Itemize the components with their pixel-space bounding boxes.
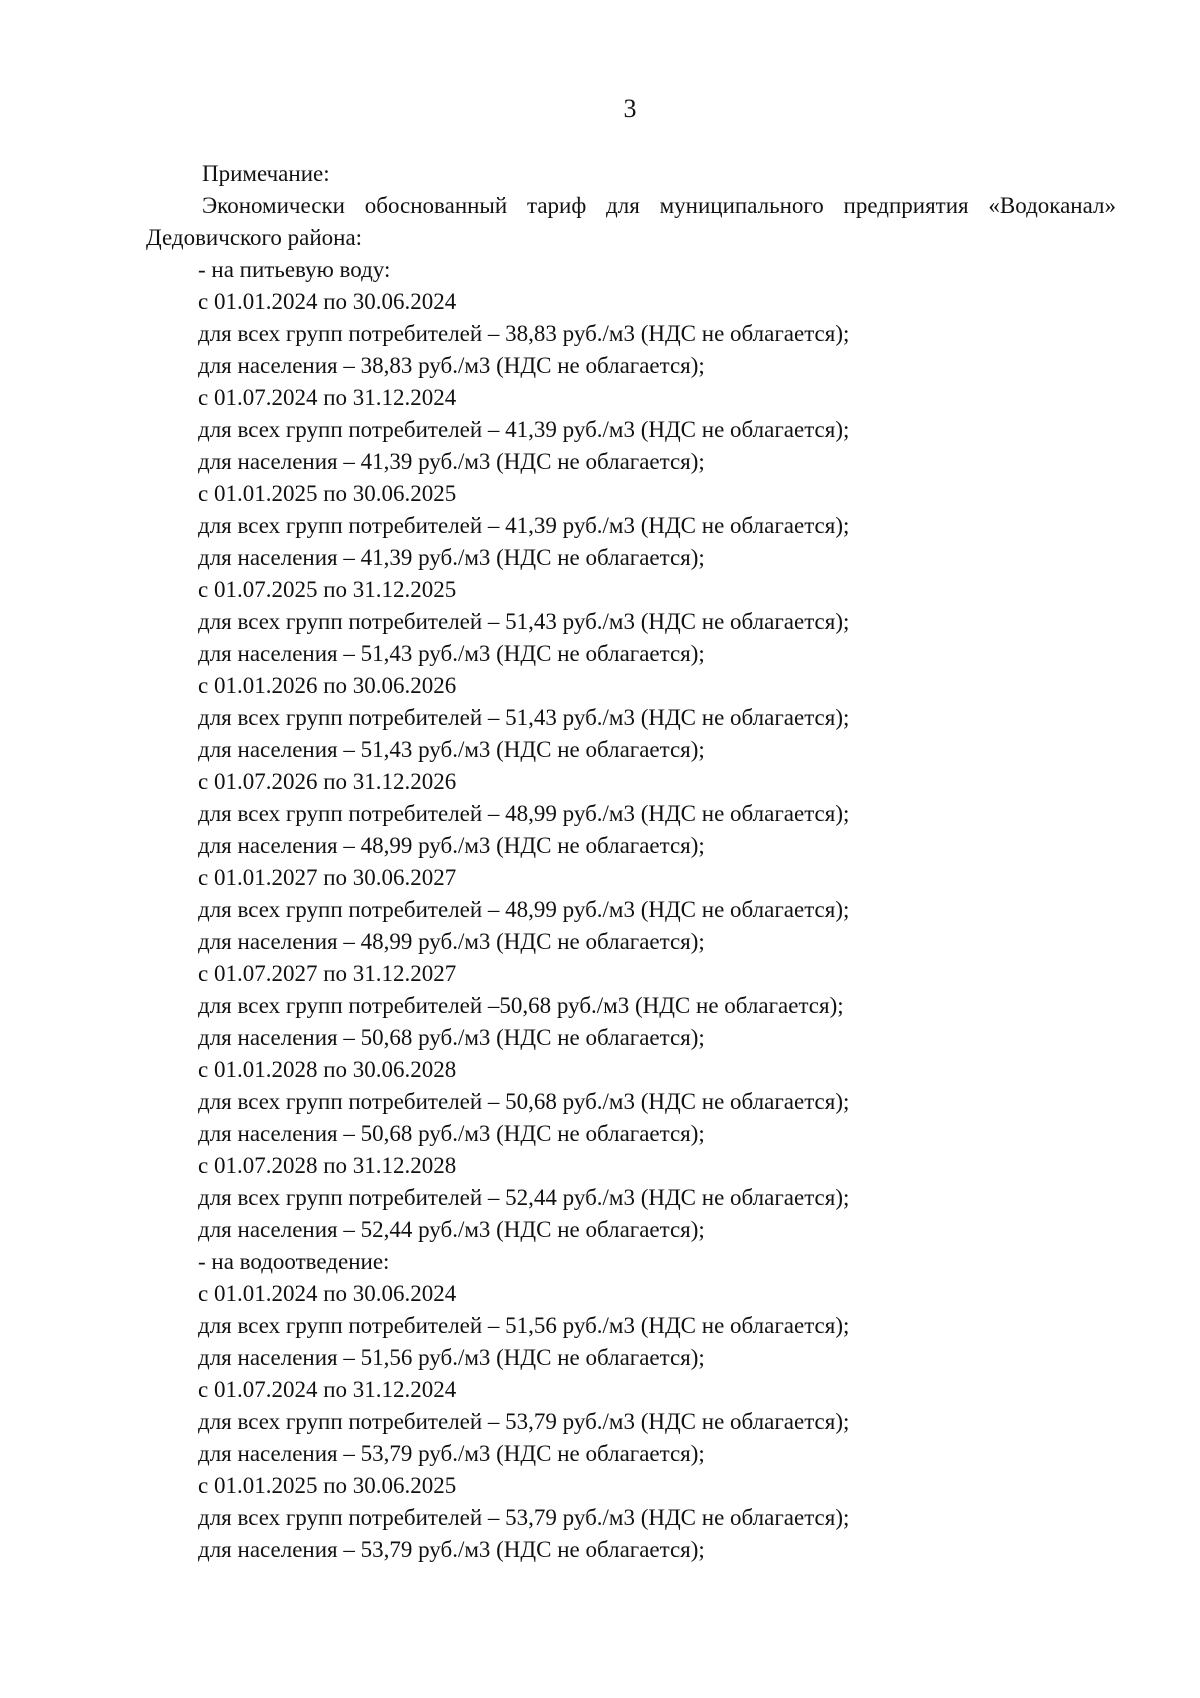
tariff-all-consumers: для всех групп потребителей –50,68 руб./м3 (НДС не облагается); [198,993,844,1018]
period-date: с 01.01.2028 по 30.06.2028 [198,1057,457,1082]
tariff-population: для населения – 48,99 руб./м3 (НДС не облагается); [198,929,705,954]
period-date: с 01.07.2025 по 31.12.2025 [198,577,457,602]
tariff-all-consumers: для всех групп потребителей – 51,56 руб./м3 (НДС не облагается); [198,1313,850,1338]
tariff-all-consumers: для всех групп потребителей – 51,43 руб./м3 (НДС не облагается); [198,609,850,634]
period-date: с 01.01.2026 по 30.06.2026 [198,673,457,698]
tariff-population: для населения – 51,56 руб./м3 (НДС не облагается); [198,1345,705,1370]
tariff-population: для населения – 48,99 руб./м3 (НДС не облагается); [198,833,705,858]
tariff-population: для населения – 51,43 руб./м3 (НДС не облагается); [198,641,705,666]
tariff-population: для населения – 50,68 руб./м3 (НДС не облагается); [198,1121,705,1146]
tariff-all-consumers: для всех групп потребителей – 50,68 руб./м3 (НДС не облагается); [198,1089,850,1114]
section-title: - на водоотведение: [198,1249,390,1274]
tariff-all-consumers: для всех групп потребителей – 41,39 руб./м3 (НДС не облагается); [198,513,850,538]
tariff-population: для населения – 51,43 руб./м3 (НДС не облагается); [198,737,705,762]
period-date: с 01.07.2028 по 31.12.2028 [198,1153,457,1178]
period-date: с 01.01.2024 по 30.06.2024 [198,1281,457,1306]
document-body [146,158,1116,1566]
tariff-population: для населения – 53,79 руб./м3 (НДС не облагается); [198,1441,705,1466]
period-date: с 01.01.2024 по 30.06.2024 [198,289,457,314]
period-date: с 01.01.2025 по 30.06.2025 [198,1473,457,1498]
period-date: с 01.07.2027 по 31.12.2027 [198,961,457,986]
tariff-population: для населения – 41,39 руб./м3 (НДС не облагается); [198,449,705,474]
period-date: с 01.07.2024 по 31.12.2024 [198,1377,457,1402]
period-date: с 01.01.2027 по 30.06.2027 [198,865,457,890]
tariff-all-consumers: для всех групп потребителей – 52,44 руб./м3 (НДС не облагается); [198,1185,850,1210]
page-number: 3 [623,94,637,123]
tariff-all-consumers: для всех групп потребителей – 53,79 руб./м3 (НДС не облагается); [198,1409,850,1434]
tariff-population: для населения – 38,83 руб./м3 (НДС не облагается); [198,353,705,378]
tariff-all-consumers: для всех групп потребителей – 48,99 руб./м3 (НДС не облагается); [198,801,850,826]
tariff-population: для населения – 50,68 руб./м3 (НДС не облагается); [198,1025,705,1050]
intro-line-2: Дедовичского района: [146,225,363,250]
section-drinking-water [146,254,1116,1246]
note-heading: Примечание: [202,161,330,186]
period-date: с 01.01.2025 по 30.06.2025 [198,481,457,506]
tariff-population: для населения – 52,44 руб./м3 (НДС не облагается); [198,1217,705,1242]
tariff-all-consumers: для всех групп потребителей – 53,79 руб./м3 (НДС не облагается); [198,1505,850,1530]
tariff-population: для населения – 53,79 руб./м3 (НДС не облагается); [198,1537,705,1562]
tariff-all-consumers: для всех групп потребителей – 51,43 руб./м3 (НДС не облагается); [198,705,850,730]
period-date: с 01.07.2026 по 31.12.2026 [198,769,457,794]
intro-line-1: Экономически обоснованный тариф для муниципального предприятия «Водоканал» [202,193,1116,218]
tariff-all-consumers: для всех групп потребителей – 41,39 руб./м3 (НДС не облагается); [198,417,850,442]
tariff-population: для населения – 41,39 руб./м3 (НДС не облагается); [198,545,705,570]
tariff-all-consumers: для всех групп потребителей – 48,99 руб./м3 (НДС не облагается); [198,897,850,922]
period-date: с 01.07.2024 по 31.12.2024 [198,385,457,410]
section-title: - на питьевую воду: [198,257,391,282]
section-wastewater [146,1246,1116,1566]
tariff-all-consumers: для всех групп потребителей – 38,83 руб./м3 (НДС не облагается); [198,321,850,346]
